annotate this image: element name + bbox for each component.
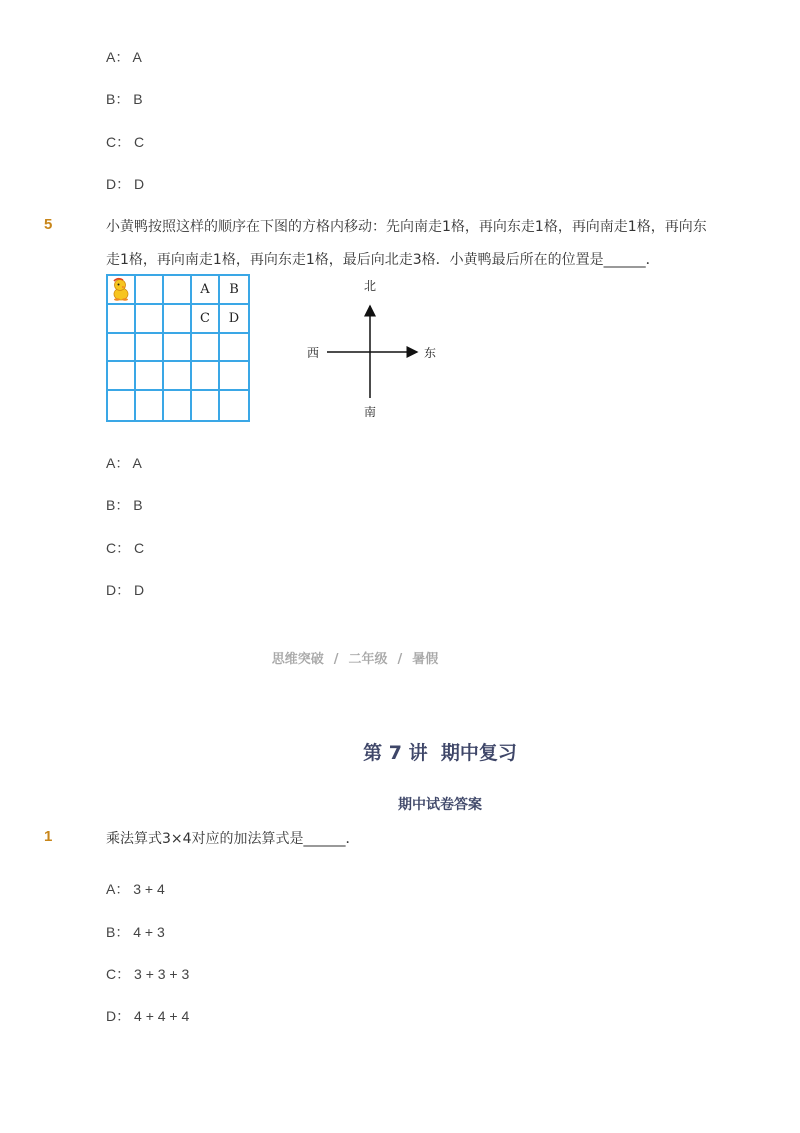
option-value: 4 + 3 [133, 924, 165, 940]
grid-cell [192, 334, 220, 363]
option-label: D： [106, 1008, 131, 1024]
option-label: A： [106, 881, 130, 897]
q1-option-b [106, 922, 165, 942]
grid-cell [220, 391, 248, 420]
option-value: 4 + 4 + 4 [134, 1008, 190, 1024]
grid-cell [136, 276, 164, 305]
prev-option-b [106, 89, 143, 109]
option-label: B： [106, 924, 130, 940]
movement-grid [106, 274, 250, 422]
grid-cell-c: C [192, 305, 220, 334]
option-label: A： [106, 49, 130, 65]
option-value: C [134, 540, 145, 556]
option-value: C [134, 134, 145, 150]
east-label: 东 [423, 346, 437, 360]
lecture-title: 第 7 讲 期中复习 [363, 742, 517, 764]
grid-cell [108, 391, 136, 420]
option-value: D [134, 176, 145, 192]
option-label: B： [106, 497, 130, 513]
grid-cell [136, 362, 164, 391]
grid-cell-duck [108, 276, 136, 305]
south-label: 南 [363, 405, 377, 419]
question-number: 5 [44, 216, 53, 233]
section-title: 期中试卷答案 [398, 797, 482, 813]
footer-separator: / [333, 652, 339, 667]
option-label: C： [106, 966, 131, 982]
option-value: B [133, 497, 143, 513]
q5-option-a [106, 453, 142, 473]
grid-cell [192, 391, 220, 420]
question-number: 1 [44, 828, 53, 845]
prev-option-c [106, 132, 144, 152]
prev-option-a [106, 47, 142, 67]
grid-cell [164, 305, 192, 334]
grid-cell [136, 334, 164, 363]
footer-separator: / [397, 652, 403, 667]
grid-cell [164, 391, 192, 420]
prev-option-d [106, 174, 144, 194]
q5-option-b [106, 495, 143, 515]
grid-cell-b: B [220, 276, 248, 305]
grid-cell [220, 334, 248, 363]
option-value: A [132, 49, 142, 65]
option-label: D： [106, 582, 131, 598]
question-text-line2: 走1格，再向南走1格，再向东走1格，最后向北走3格．小黄鸭最后所在的位置是______． [106, 252, 660, 268]
option-value: D [134, 582, 145, 598]
grid-cell [192, 362, 220, 391]
grid-cell [220, 362, 248, 391]
option-value: 3 + 3 + 3 [134, 966, 190, 982]
grid-cell-a: A [192, 276, 220, 305]
grid-cell [108, 305, 136, 334]
grid-cell-d: D [220, 305, 248, 334]
option-label: B： [106, 91, 130, 107]
option-value: 3 + 4 [133, 881, 165, 897]
footer-series: 思维突破 [271, 652, 324, 667]
compass-diagram [300, 270, 450, 425]
grid-cell [164, 276, 192, 305]
grid-cell [108, 334, 136, 363]
q5-option-d [106, 580, 144, 600]
grid-cell [136, 305, 164, 334]
option-value: B [133, 91, 143, 107]
question-text-line1: 小黄鸭按照这样的顺序在下图的方格内移动：先向南走1格，再向东走1格，再向南走1格，再向东 [106, 219, 707, 235]
grid-cell [108, 362, 136, 391]
page-footer [0, 648, 710, 667]
option-label: D： [106, 176, 131, 192]
q1-option-d [106, 1006, 189, 1026]
duck-icon [110, 277, 132, 301]
grid-cell [164, 362, 192, 391]
option-value: A [132, 455, 142, 471]
footer-grade: 二年级 [348, 652, 388, 667]
footer-term: 暑假 [412, 652, 439, 667]
west-label: 西 [306, 346, 320, 360]
q1-option-c [106, 964, 189, 984]
option-label: C： [106, 540, 131, 556]
question-text: 乘法算式3×4对应的加法算式是______． [106, 831, 360, 847]
q1-option-a [106, 879, 165, 899]
option-label: C： [106, 134, 131, 150]
north-label: 北 [363, 279, 377, 293]
grid-cell [164, 334, 192, 363]
option-label: A： [106, 455, 130, 471]
grid-cell [136, 391, 164, 420]
q5-option-c [106, 538, 144, 558]
